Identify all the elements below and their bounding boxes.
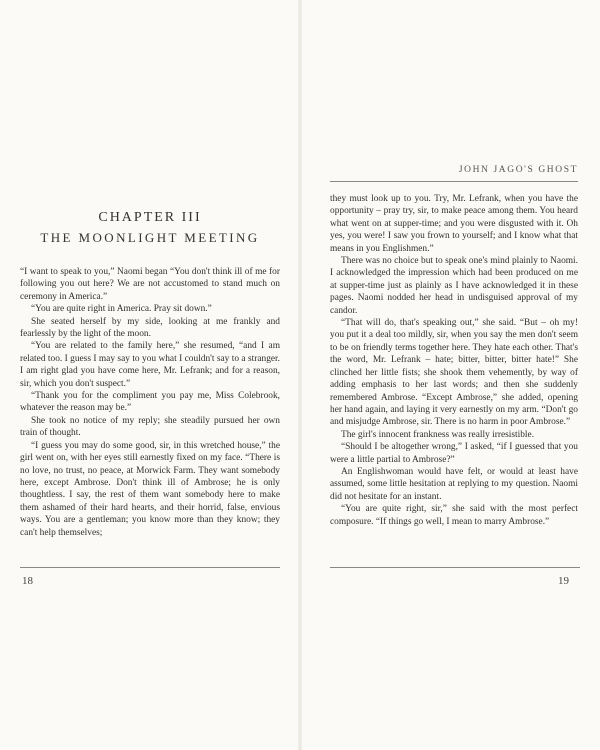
paragraph: “You are quite right, sir,” she said with the most perfect composure. “If things go well, I mean to marry Ambrose.” <box>330 504 578 527</box>
paragraph: “Should I be altogether wrong,” I asked, “if I guessed that you were a little partial to Ambrose?” <box>330 442 578 465</box>
paragraph: “You are quite right in America. Pray sit down.” <box>31 304 212 315</box>
paragraph: “I guess you may do some good, sir, in this wretched house,” the girl went on, with her eyes still earnestly fixed on my face. “There is no love, no trust, no peace, at Morwick Farm. They want somebody here, except Ambrose. Don't think ill of Ambrose; he is only thoughtless. I say, the rest of them want somebody here to make them ashamed of their hard hearts, and their horrid, false, envious ways. You are a gentleman; you know more than they know; they can't help themselves; <box>20 440 280 538</box>
paragraph: She took no notice of my reply; she steadily pursued her own train of thought. <box>20 415 280 439</box>
paragraph: “I want to speak to you,” Naomi began “You don't think ill of me for following you out here? We are not accustomed to stand much on ceremony in America.” <box>20 267 280 302</box>
footer-rule-left <box>20 567 280 568</box>
paragraph: The girl's innocent frankness was really irresistible. <box>341 429 535 440</box>
paragraph: they must look up to you. Try, Mr. Lefrank, when you have the opportunity – pray try, sir, to make peace among them. You heard what went on at supper-time; and you were disgusted with it. Oh yes, you were! I saw you frown to yourself; and I know what that means in you Englishmen.” <box>330 194 578 254</box>
chapter-heading <box>20 210 280 246</box>
left-page-text <box>20 266 280 539</box>
page-number-left: 18 <box>22 575 33 587</box>
paragraph: There was no choice but to speak one's mind plainly to Naomi. I acknowledged the impression which had been produced on me at supper-time just as plainly as I have acknowledged it in these pages. Naomi nodded her head in undisguised approval of my candor. <box>330 256 578 316</box>
chapter-title: THE MOONLIGHT MEETING <box>40 230 260 245</box>
header-rule-right <box>330 181 578 182</box>
paragraph: “That will do, that's speaking out,” she said. “But – oh my! you put it a deal too mildly, sir, when you say the men don't seem to be on friendly terms together here. They hate each other. That's the word, Mr. Lefrank – hate; bitter, bitter, bitter hate!” She clinched her little fists; she shook them vehemently, by way of adding emphasis to her last words; and then she suddenly remembered Ambrose. “Except Ambrose,” she added, opening her hand again, and laying it very earnestly on my arm. “Don't go and misjudge Ambrose, sir. There is no harm in poor Ambrose.” <box>330 318 578 428</box>
page-number-right: 19 <box>558 575 569 587</box>
chapter-number: CHAPTER III <box>98 210 202 225</box>
running-head: JOHN JAGO'S GHOST <box>458 165 578 175</box>
right-page-text <box>330 193 578 528</box>
paragraph: “You are related to the family here,” she resumed, “and I am related too. I guess I may say to you what I couldn't say to a stranger. I am right glad you have come here, Mr. Lefrank; and for a reason, sir, which you don't suspect.” <box>20 341 280 389</box>
paragraph: An Englishwoman would have felt, or would at least have assumed, some little hesitation at replying to my question. Naomi did not hesitate for an instant. <box>330 466 578 502</box>
footer-rule-right <box>330 567 580 568</box>
paragraph: She seated herself by my side, looking at me frankly and fearlessly by the light of the moon. <box>20 316 280 340</box>
paragraph: “Thank you for the compliment you pay me, Miss Colebrook, whatever the reason may be.” <box>20 391 280 414</box>
